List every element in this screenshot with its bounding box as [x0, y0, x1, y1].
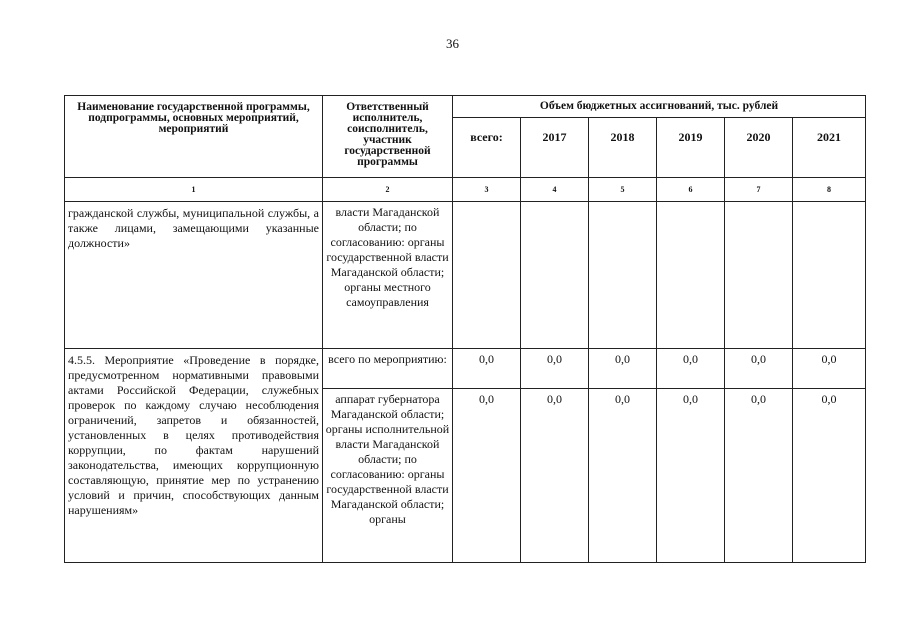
measure-executor-value: 0,0 [453, 389, 521, 563]
measure-executor-value: 0,0 [793, 389, 866, 563]
measure-total-value: 0,0 [657, 349, 725, 389]
column-number: 5 [589, 178, 657, 202]
empty-cell [725, 202, 793, 349]
column-number: 1 [65, 178, 323, 202]
header-program-name: Наименование государственной программы, подпрограммы, основных мероприятий, мероприятий [65, 96, 323, 178]
empty-cell [589, 202, 657, 349]
continuation-executor: власти Магаданской области; по согласованию: органы государственной власти Магаданской области; органы местного самоуправления [323, 202, 453, 349]
measure-total-value: 0,0 [725, 349, 793, 389]
measure-executor-value: 0,0 [521, 389, 589, 563]
column-number: 4 [521, 178, 589, 202]
header-total: всего: [453, 118, 521, 178]
column-number: 3 [453, 178, 521, 202]
measure-4-5-5-name: 4.5.5. Мероприятие «Проведение в порядке, предусмотренном нормативными правовыми актами Российской Федерации, служебных проверок по каждому случаю несоблюдения ограничений, запретов и обязанностей, установленных в целях противодействия коррупции, по фактам нарушений законодательства, имеющих коррупционную составляющую, принятие мер по устранению условий и причин, способствующих данным нарушениям» [65, 349, 323, 563]
page-number: 36 [446, 36, 459, 51]
column-number: 2 [323, 178, 453, 202]
empty-cell [657, 202, 725, 349]
measure-executor: аппарат губернатора Магаданской области; органы исполнительной власти Магаданской области; по согласованию: органы государственной власти Магаданской области; органы [323, 389, 453, 563]
column-number: 6 [657, 178, 725, 202]
continuation-measure-name: гражданской службы, муниципальной службы, а также лицами, замещающими указанные должности» [65, 202, 323, 349]
measure-total-value: 0,0 [521, 349, 589, 389]
header-year-2020: 2020 [725, 118, 793, 178]
column-number: 7 [725, 178, 793, 202]
header-year-2021: 2021 [793, 118, 866, 178]
empty-cell [453, 202, 521, 349]
measure-executor-value: 0,0 [589, 389, 657, 563]
budget-table [64, 95, 866, 563]
measure-total-value: 0,0 [589, 349, 657, 389]
measure-total-value: 0,0 [453, 349, 521, 389]
empty-cell [521, 202, 589, 349]
header-year-2019: 2019 [657, 118, 725, 178]
column-number: 8 [793, 178, 866, 202]
header-budget-volume: Объем бюджетных ассигнований, тыс. рублей [453, 96, 866, 118]
measure-executor-value: 0,0 [657, 389, 725, 563]
measure-executor-value: 0,0 [725, 389, 793, 563]
empty-cell [793, 202, 866, 349]
header-executor: Ответственный исполнитель, соисполнитель, участник государственной программы [323, 96, 453, 178]
measure-total-label: всего по мероприятию: [323, 349, 453, 389]
header-year-2017: 2017 [521, 118, 589, 178]
header-year-2018: 2018 [589, 118, 657, 178]
measure-total-value: 0,0 [793, 349, 866, 389]
